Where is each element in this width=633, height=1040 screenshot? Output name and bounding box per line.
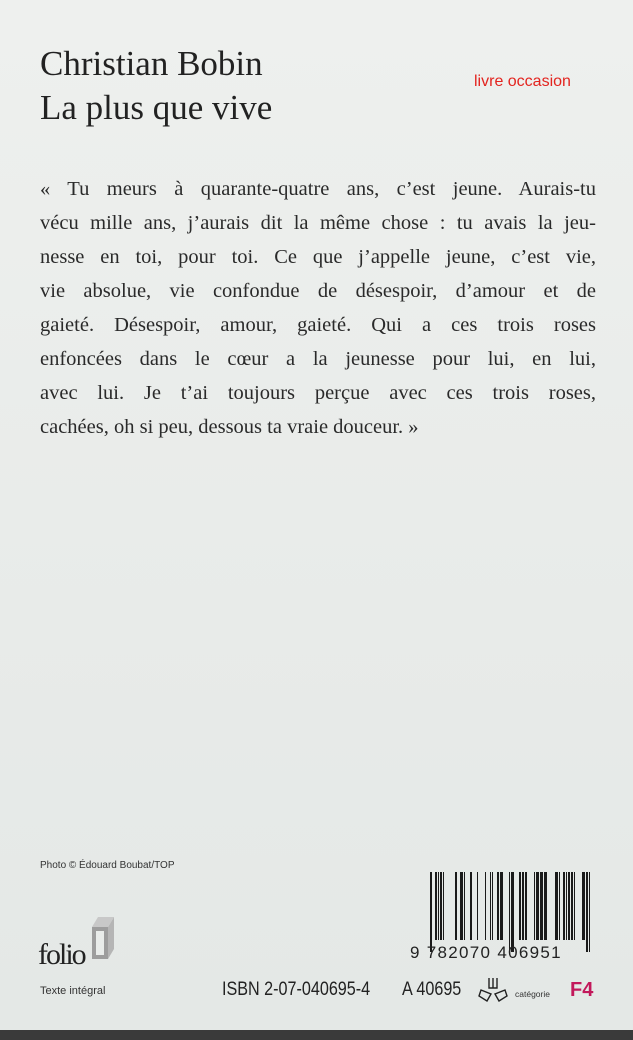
barcode-bar xyxy=(555,872,558,940)
barcode-bar xyxy=(536,872,539,940)
blurb-quote xyxy=(40,172,596,444)
barcode-bar xyxy=(586,872,588,952)
quote-line: vie absolue, vie confondue de désespoir, d’amour et de xyxy=(40,280,596,302)
barcode-bar xyxy=(519,872,521,940)
barcode-bar xyxy=(525,872,527,940)
barcode-bar xyxy=(511,872,514,952)
barcode-bar xyxy=(470,872,472,940)
barcode-bar xyxy=(435,872,437,940)
barcode-bar xyxy=(566,872,567,940)
barcode-bar xyxy=(460,872,463,940)
quote-line: avec lui. Je t’ai toujours perçue avec ces trois roses, xyxy=(40,382,596,404)
barcode-bar xyxy=(568,872,570,940)
barcode-bar xyxy=(534,872,535,940)
gallimard-logo-icon xyxy=(478,976,508,1002)
publisher-logo: folio xyxy=(38,938,85,971)
barcode-bar xyxy=(440,872,442,940)
barcode-bar xyxy=(443,872,444,940)
barcode-bar xyxy=(490,872,491,940)
barcode-bar xyxy=(571,872,573,940)
barcode-bar xyxy=(492,872,493,940)
isbn: ISBN 2-07-040695-4 xyxy=(222,979,371,1000)
quote-line: cachées, oh si peu, dessous ta vraie douceur. » xyxy=(40,416,419,438)
barcode-bar xyxy=(509,872,510,952)
barcode-bar xyxy=(544,872,547,940)
quote-line: vécu mille ans, j’aurais dit la même chose : tu avais la jeu- xyxy=(40,212,596,234)
barcode-bar xyxy=(464,872,465,940)
barcode-bar xyxy=(455,872,457,940)
barcode-digits: 9 782070 406951 xyxy=(410,943,562,962)
barcode-bar xyxy=(477,872,478,940)
price-category: F4 xyxy=(570,979,594,1001)
barcode-bar xyxy=(559,872,560,940)
quote-line: gaieté. Désespoir, amour, gaieté. Qui a ces trois roses xyxy=(40,314,596,336)
edition-label: Texte intégral xyxy=(40,985,106,997)
barcode-bar xyxy=(574,872,575,940)
barcode-bar xyxy=(563,872,565,940)
barcode-bar xyxy=(589,872,590,952)
barcode-bar xyxy=(485,872,486,940)
barcode xyxy=(430,872,592,952)
article-code: A 40695 xyxy=(402,979,462,1000)
used-book-label: livre occasion xyxy=(474,73,571,90)
barcode-bar xyxy=(540,872,543,940)
barcode-bar xyxy=(500,872,503,940)
category-label: catégorie xyxy=(515,989,550,999)
barcode-bar xyxy=(582,872,585,940)
folio-logo-icon xyxy=(90,915,142,961)
barcode-bar xyxy=(522,872,524,940)
barcode-bar xyxy=(438,872,439,940)
author-name: Christian Bobin xyxy=(40,44,263,83)
book-title: La plus que vive xyxy=(40,88,273,127)
quote-line: « Tu meurs à quarante-quatre ans, c’est jeune. Aurais-tu xyxy=(40,178,596,200)
photo-credit: Photo © Édouard Boubat/TOP xyxy=(40,860,175,871)
barcode-bar xyxy=(497,872,499,940)
quote-line: nesse en toi, pour toi. Ce que j’appelle jeune, c’est vie, xyxy=(40,246,596,268)
quote-line: enfoncées dans le cœur a la jeunesse pour lui, en lui, xyxy=(40,348,596,370)
barcode-bar xyxy=(430,872,432,952)
table-edge xyxy=(0,1030,633,1040)
